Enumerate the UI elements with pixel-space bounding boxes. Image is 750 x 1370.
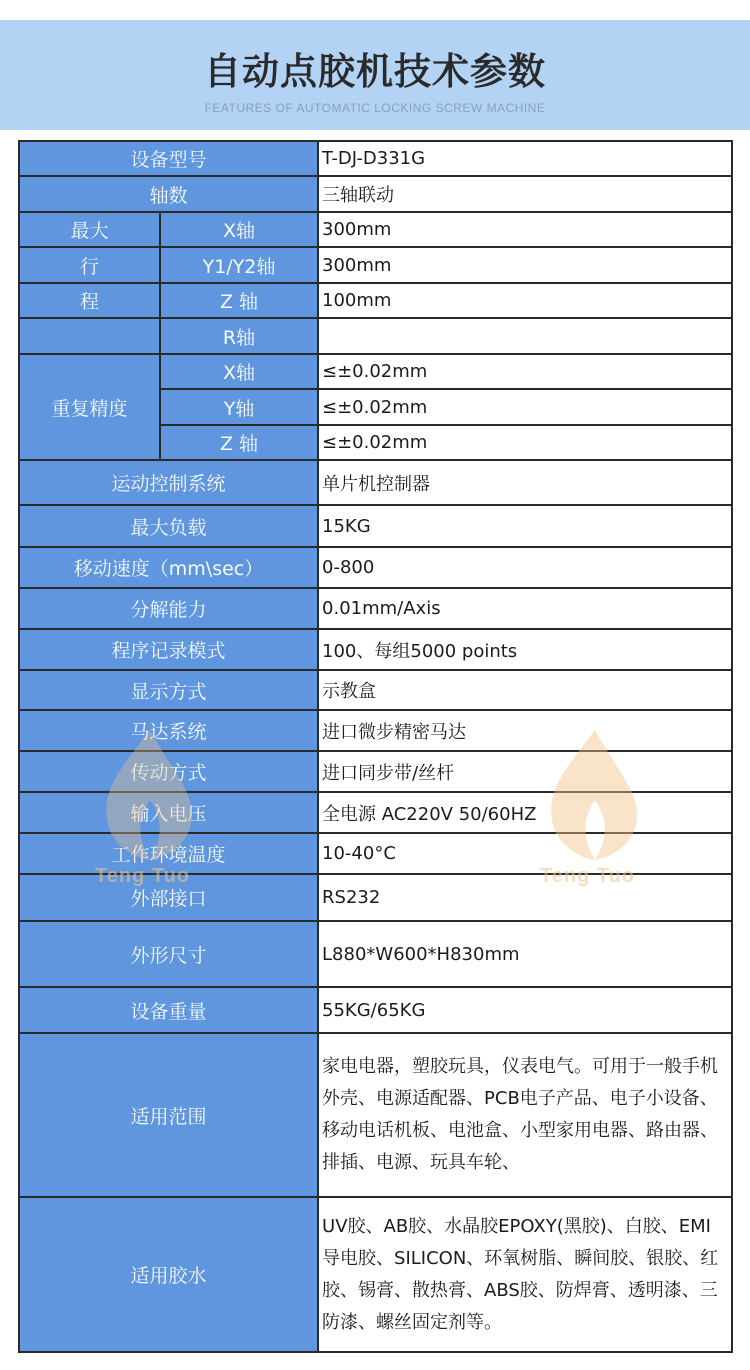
watermark-text: Teng Tuo bbox=[95, 865, 191, 887]
watermark-text: Teng Tuo bbox=[540, 865, 636, 887]
spec-label: 适用范围 bbox=[19, 1033, 318, 1197]
spec-label: 适用胶水 bbox=[19, 1197, 318, 1352]
table-row bbox=[19, 505, 732, 547]
spec-value: 100、每组5000 points bbox=[318, 629, 732, 670]
axis-label: X轴 bbox=[160, 212, 318, 247]
axis-label: Z 轴 bbox=[160, 283, 318, 318]
spec-value: 三轴联动 bbox=[318, 176, 732, 212]
spec-label: 设备型号 bbox=[19, 141, 318, 176]
spec-value: 10-40°C bbox=[318, 833, 732, 874]
table-row bbox=[19, 318, 732, 354]
spec-value: L880*W600*H830mm bbox=[318, 921, 732, 987]
spec-value: 100mm bbox=[318, 283, 732, 318]
spec-label: 移动速度（mm\sec） bbox=[19, 547, 318, 588]
spec-label: 设备重量 bbox=[19, 987, 318, 1033]
spec-label: 最大负载 bbox=[19, 505, 318, 547]
spec-label: 分解能力 bbox=[19, 588, 318, 629]
spec-value: 300mm bbox=[318, 212, 732, 247]
spec-label: 外形尺寸 bbox=[19, 921, 318, 987]
table-row bbox=[19, 460, 732, 505]
table-row bbox=[19, 547, 732, 588]
spec-value: UV胶、AB胶、水晶胶EPOXY(黑胶)、白胶、EMI导电胶、SILICON、环氧树脂、瞬间胶、银胶、红胶、锡膏、散热膏、ABS胶、防焊膏、透明漆、三防漆、螺丝固定剂等。 bbox=[318, 1197, 732, 1352]
travel-label-1: 最大 bbox=[19, 212, 160, 247]
table-row bbox=[19, 588, 732, 629]
spec-value: ≤±0.02mm bbox=[318, 425, 732, 460]
spec-value: 0.01mm/Axis bbox=[318, 588, 732, 629]
spec-value: 单片机控制器 bbox=[318, 460, 732, 505]
spec-table bbox=[18, 140, 733, 1353]
table-row bbox=[19, 670, 732, 710]
axis-label: Y轴 bbox=[160, 389, 318, 425]
table-row bbox=[19, 921, 732, 987]
table-row bbox=[19, 283, 732, 318]
table-row bbox=[19, 629, 732, 670]
axis-label: R轴 bbox=[160, 318, 318, 354]
spec-value: 0-800 bbox=[318, 547, 732, 588]
travel-label-2: 行 bbox=[19, 247, 160, 283]
spec-value: 55KG/65KG bbox=[318, 987, 732, 1033]
spec-label: 外部接口 bbox=[19, 874, 318, 921]
spec-value: 全电源 AC220V 50/60HZ bbox=[318, 792, 732, 833]
spec-value: ≤±0.02mm bbox=[318, 354, 732, 389]
table-row bbox=[19, 792, 732, 833]
axis-label: X轴 bbox=[160, 354, 318, 389]
spec-value: 进口同步带/丝杆 bbox=[318, 751, 732, 792]
table-row bbox=[19, 176, 732, 212]
page-subtitle: FEATURES OF AUTOMATIC LOCKING SCREW MACHINE bbox=[204, 101, 546, 115]
table-row bbox=[19, 212, 732, 247]
spec-label: 传动方式 bbox=[19, 751, 318, 792]
spec-label: 输入电压 bbox=[19, 792, 318, 833]
travel-label-3: 程 bbox=[19, 283, 160, 318]
table-row bbox=[19, 710, 732, 751]
repeatability-label: 重复精度 bbox=[19, 354, 160, 460]
spec-label: 马达系统 bbox=[19, 710, 318, 751]
spec-value: ≤±0.02mm bbox=[318, 389, 732, 425]
page-title: 自动点胶机技术参数 bbox=[204, 50, 546, 93]
travel-label-empty bbox=[19, 318, 160, 354]
table-row bbox=[19, 1197, 732, 1352]
spec-value: 15KG bbox=[318, 505, 732, 547]
spec-value: 300mm bbox=[318, 247, 732, 283]
table-row bbox=[19, 247, 732, 283]
spec-value bbox=[318, 318, 732, 354]
spec-label: 轴数 bbox=[19, 176, 318, 212]
table-row bbox=[19, 354, 732, 389]
table-row bbox=[19, 1033, 732, 1197]
axis-label: Y1/Y2轴 bbox=[160, 247, 318, 283]
table-row bbox=[19, 751, 732, 792]
table-row bbox=[19, 141, 732, 176]
spec-label: 工作环境温度 bbox=[19, 833, 318, 874]
spec-label: 程序记录模式 bbox=[19, 629, 318, 670]
spec-value: 示教盒 bbox=[318, 670, 732, 710]
spec-value: RS232 bbox=[318, 874, 732, 921]
spec-value: 家电电器，塑胶玩具，仪表电气。可用于一般手机外壳、电源适配器、PCB电子产品、电子小设备、移动电话机板、电池盒、小型家用电器、路由器、排插、电源、玩具车轮、 bbox=[318, 1033, 732, 1197]
spec-label: 运动控制系统 bbox=[19, 460, 318, 505]
spec-label: 显示方式 bbox=[19, 670, 318, 710]
axis-label: Z 轴 bbox=[160, 425, 318, 460]
spec-value: 进口微步精密马达 bbox=[318, 710, 732, 751]
table-row bbox=[19, 987, 732, 1033]
spec-value: T-DJ-D331G bbox=[318, 141, 732, 176]
